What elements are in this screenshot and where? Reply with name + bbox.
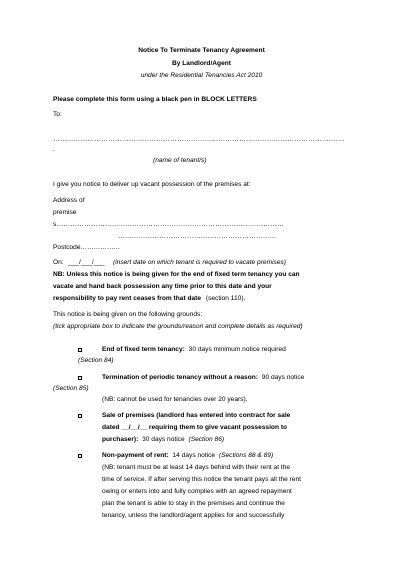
to-label: To:: [53, 111, 62, 118]
to-dot: .: [53, 146, 55, 153]
nb-line-2: vacate and hand back possession any time prior to this date and your: [53, 283, 272, 290]
document-subtitle: By Landlord/Agent: [172, 60, 231, 67]
vacate-date-note: (insert date on which tenant is required to vacate premises): [113, 259, 286, 266]
ground-detail-sale: 30 days notice: [142, 436, 185, 443]
give-notice-text: I give you notice to deliver up vacant possession of the premises at:: [53, 181, 251, 188]
ground-detail-periodic: 90 days notice: [261, 374, 305, 381]
nb-line-1: NB: Unless this notice is being given for the end of fixed term tenancy you can: [53, 271, 300, 278]
ground-note-periodic: (NB: cannot be used for tenancies over 20 years).: [102, 396, 248, 403]
ground-section-periodic: (Section 85): [53, 385, 89, 392]
name-of-tenant-label: (name of tenant/s): [153, 157, 207, 164]
address-label-2: premise: [53, 209, 77, 216]
ground-checkbox-sale[interactable]: [78, 414, 82, 418]
ground-detail-fixed-term: 30 days minimum notice required: [188, 346, 286, 353]
ground-title-non-payment: Non-payment of rent:: [102, 452, 169, 459]
non-payment-note-3: owing or enters into and fully complies with an agreed repayment: [102, 488, 292, 495]
grounds-intro: This notice is being given on the following grounds:: [53, 311, 203, 318]
document-title: Notice To Terminate Tenancy Agreement: [138, 47, 265, 54]
ground-section-fixed-term: (Section 84): [78, 357, 114, 364]
grounds-tick-instruction: (tick appropriate box to indicate the grounds/reason and complete details as required): [53, 323, 303, 330]
non-payment-note-4: plan the tenant is able to stay in the premises and continue the: [102, 500, 285, 507]
ground-title-periodic: Termination of periodic tenancy without a reason:: [102, 374, 258, 381]
nb-section-ref: (section 110).: [205, 295, 246, 302]
ground-title-sale-3: purchaser):: [102, 436, 139, 443]
non-payment-note-1: (NB: tenant must be at least 14 days behind with their rent at the: [102, 464, 291, 471]
ground-checkbox-periodic[interactable]: [78, 376, 82, 380]
ground-detail-non-payment: 14 days notice: [172, 452, 216, 459]
ground-section-sale: (Section 86): [188, 436, 225, 443]
non-payment-note-5: tenancy, unless the landlord/agent applies for and successfully: [102, 512, 285, 519]
non-payment-note-2: time of service. If after serving this notice the tenant pays all the rent: [102, 476, 302, 483]
postcode-field[interactable]: Postcode………………: [53, 244, 121, 251]
ground-checkbox-fixed-term[interactable]: [78, 348, 82, 352]
address-dotted-line-2[interactable]: ……………………………………………………………: [118, 233, 277, 240]
ground-title-sale-1: Sale of premises (landlord has entered into contract for sale: [102, 412, 291, 419]
nb-line-3: responsibility to pay rent ceases from that date: [53, 295, 202, 302]
address-label-1: Address of: [53, 197, 85, 204]
on-label: On:: [53, 259, 64, 266]
address-dotted-line-1[interactable]: s………………………………………………………………………………………: [53, 221, 285, 228]
ground-section-non-payment: (Sections 88 & 89): [218, 452, 274, 459]
act-reference: under the Residential Tenancies Act 2010: [140, 72, 263, 79]
vacate-date-field[interactable]: ___/___/___: [68, 259, 105, 266]
ground-title-sale-2: dated __/__/__ requiring them to give vacant possession to: [102, 424, 288, 431]
instructions: Please complete this form using a black pen in BLOCK LETTERS: [53, 96, 257, 103]
ground-title-fixed-term: End of fixed term tenancy:: [102, 346, 185, 353]
to-dotted-line[interactable]: ……………………………………………………………………………………………………………….: [53, 136, 345, 143]
ground-checkbox-non-payment[interactable]: [78, 454, 82, 458]
